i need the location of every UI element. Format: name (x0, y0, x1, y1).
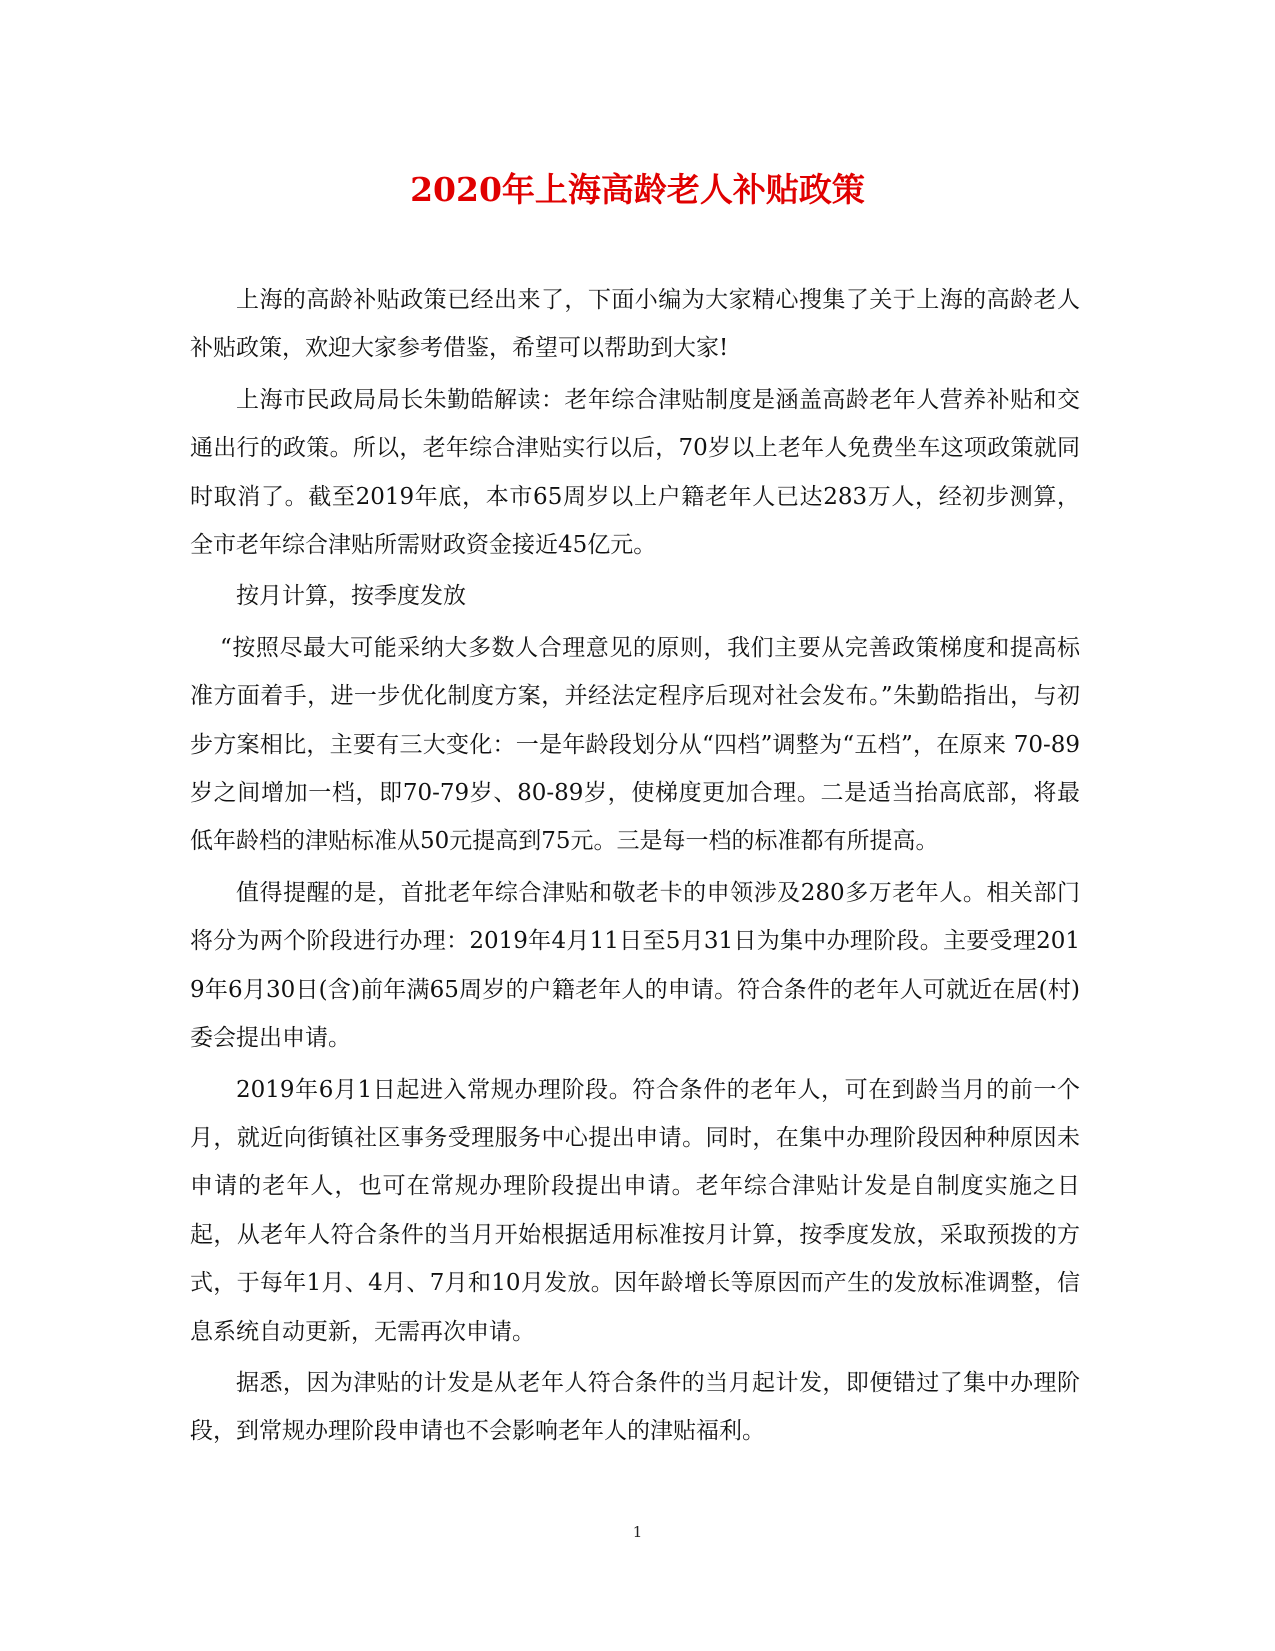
paragraph-intro: 上海的高龄补贴政策已经出来了，下面小编为大家精心搜集了关于上海的高龄老人补贴政策，欢迎大家参考借鉴，希望可以帮助到大家! (190, 287, 1080, 362)
document-title: 2020年上海高龄老人补贴政策 (410, 170, 865, 209)
page-number: 1 (632, 1523, 643, 1541)
paragraph-interpretation: 上海市民政局局长朱勤皓解读：老年综合津贴制度是涵盖高龄老年人营养补贴和交通出行的政策。所以，老年综合津贴实行以后，70岁以上老年人免费坐车这项政策就同时取消了。截至2019年底，本市65周岁以上户籍老年人已达283万人，经初步测算，全市老年综合津贴所需财政资金接近45亿元。 (190, 386, 1080, 559)
paragraph-application-stages: 值得提醒的是，首批老年综合津贴和敬老卡的申领涉及280多万老年人。相关部门将分为两个阶段进行办理：2019年4月11日至5月31日为集中办理阶段。主要受理2019年6月30日(含)前年满65周岁的户籍老年人的申请。符合条件的老年人可就近在居(村)委会提出申请。 (190, 879, 1080, 1052)
document-body (190, 276, 1080, 1459)
paragraph-subheading: 按月计算，按季度发放 (236, 583, 466, 610)
paragraph-note: 据悉，因为津贴的计发是从老年人符合条件的当月起计发，即便错过了集中办理阶段，到常规办理阶段申请也不会影响老年人的津贴福利。 (190, 1369, 1080, 1445)
paragraph-changes: “按照尽最大可能采纳大多数人合理意见的原则，我们主要从完善政策梯度和提高标准方面着手，进一步优化制度方案，并经法定程序后现对社会发布。”朱勤皓指出，与初步方案相比，主要有三大变化：一是年龄段划分从“四档”调整为“五档”，在原来 70-89岁之间增加一档，即70-79岁、80-89岁，使梯度更加合理。二是适当抬高底部，将最低年龄档的津贴标准从50元提高到75元。三是每一档的标准都有所提高。 (190, 634, 1080, 855)
paragraph-regular-stage: 2019年6月1日起进入常规办理阶段。符合条件的老年人，可在到龄当月的前一个月，就近向街镇社区事务受理服务中心提出申请。同时，在集中办理阶段因种种原因未申请的老年人，也可在常规办理阶段提出申请。老年综合津贴计发是自制度实施之日起，从老年人符合条件的当月开始根据适用标准按月计算，按季度发放，采取预拨的方式，于每年1月、4月、7月和10月发放。因年龄增长等原因而产生的发放标准调整，信息系统自动更新，无需再次申请。 (190, 1076, 1080, 1345)
